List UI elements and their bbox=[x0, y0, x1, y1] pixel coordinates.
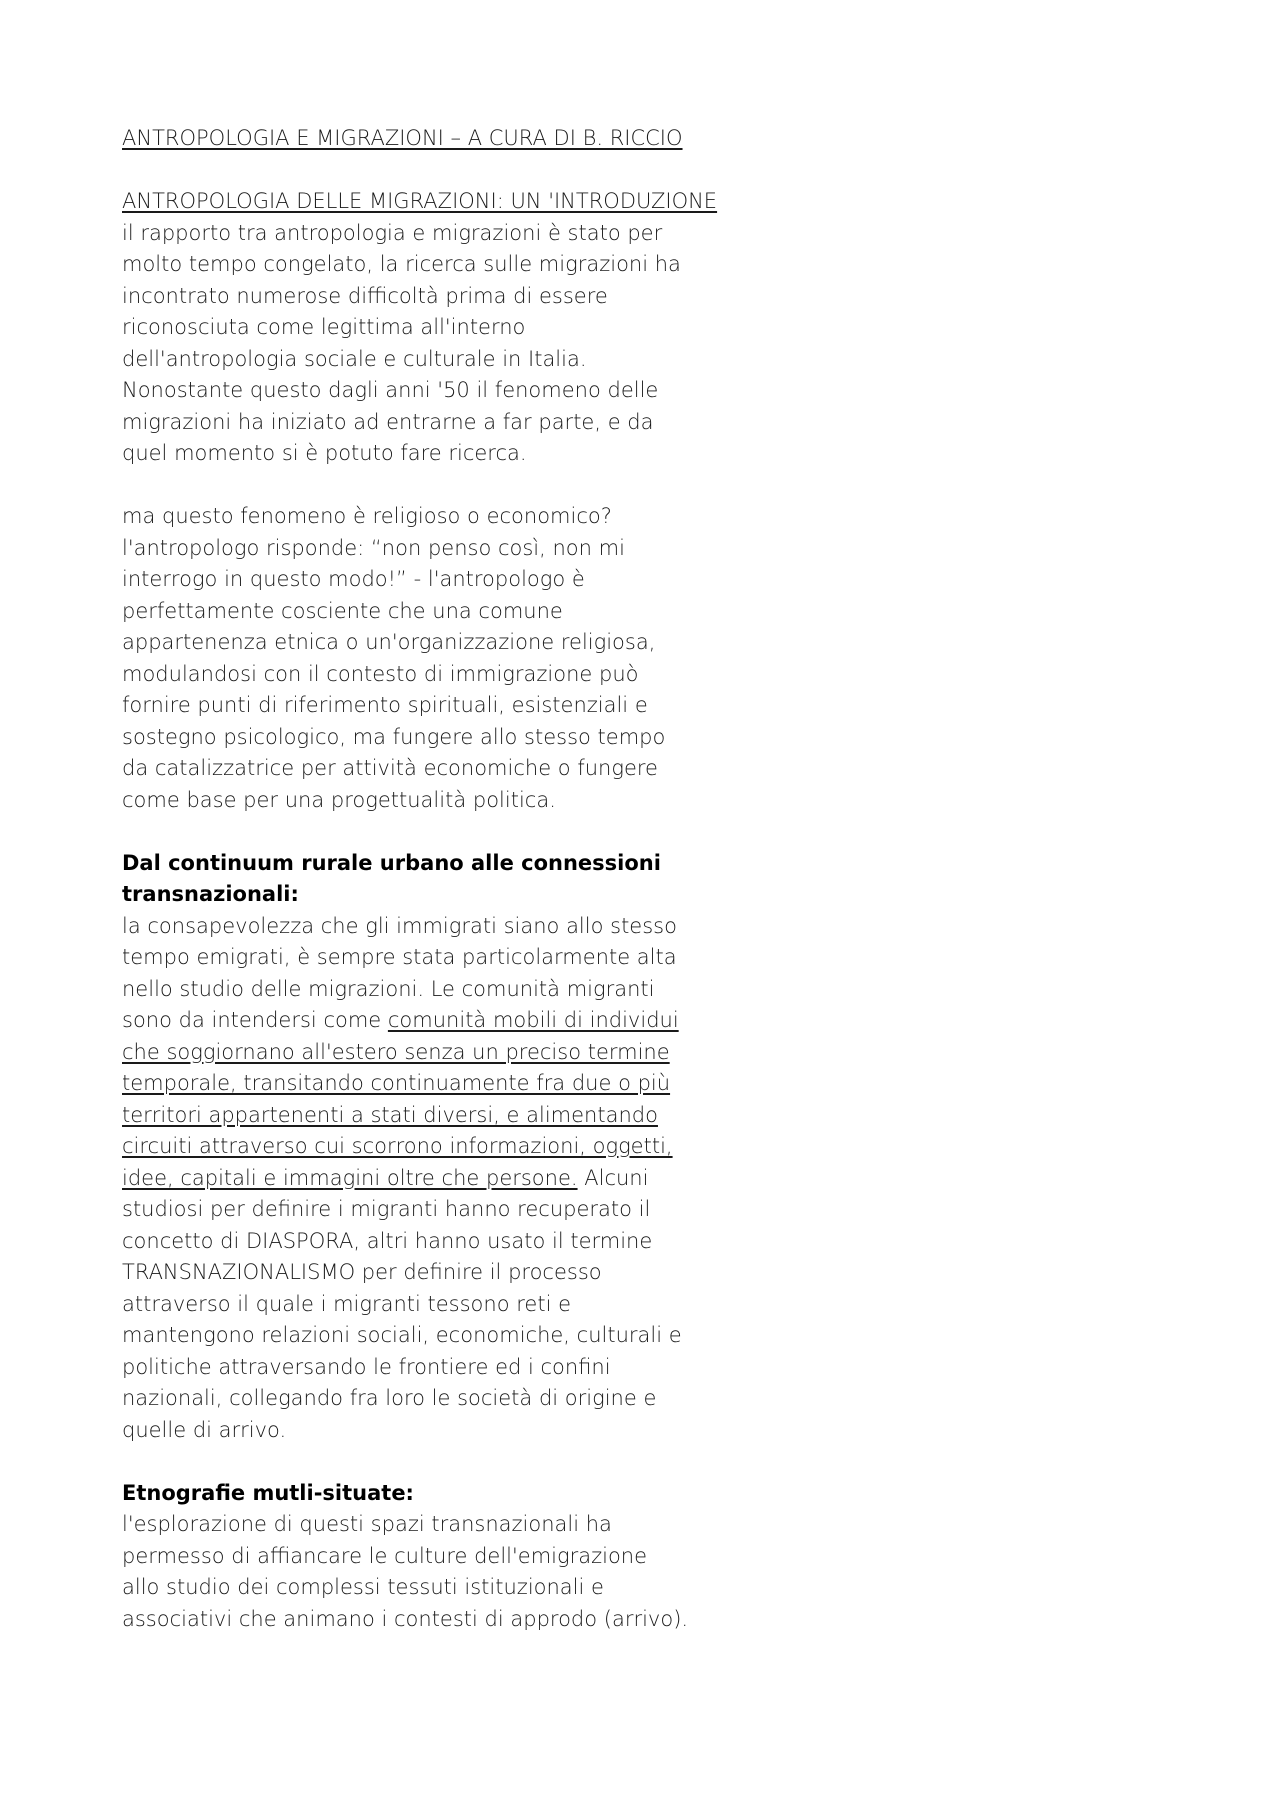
paragraph-intro bbox=[122, 218, 722, 470]
text-line: incontrato numerose difficoltà prima di essere bbox=[122, 283, 608, 308]
text-line: riconosciuta come legittima all'interno bbox=[122, 315, 526, 339]
underlined-text-segment: temporale, transitando continuamente fra due o più bbox=[122, 1071, 671, 1095]
underlined-text-segment: territori appartenenti a stati diversi, e alimentando bbox=[122, 1102, 658, 1127]
spacer bbox=[122, 470, 722, 502]
text-segment: Alcuni bbox=[577, 1165, 649, 1190]
text-segment: sono da intendersi come bbox=[122, 1008, 388, 1032]
document-title: ANTROPOLOGIA E MIGRAZIONI – A CURA DI B. RICCIO bbox=[122, 126, 683, 150]
text-line bbox=[122, 1194, 722, 1226]
text-line: l'esplorazione di questi spazi transnazionali ha bbox=[122, 1512, 612, 1536]
text-line bbox=[122, 1415, 722, 1447]
text-line bbox=[122, 1131, 722, 1163]
text-line: perfettamente cosciente che una comune bbox=[122, 598, 563, 623]
text-line: permesso di affiancare le culture dell'emigrazione bbox=[122, 1543, 648, 1568]
text-segment: politiche attraversando le frontiere ed i confini bbox=[122, 1354, 611, 1379]
text-line: quel momento si è potuto fare ricerca. bbox=[122, 441, 527, 465]
text-segment: studiosi per definire i migranti hanno recuperato il bbox=[122, 1197, 651, 1221]
text-line: interrogo in questo modo!” - l'antropologo è bbox=[122, 567, 585, 591]
spacer bbox=[122, 1446, 722, 1478]
text-line bbox=[122, 1320, 722, 1352]
text-line: l'antropologo risponde: “non penso così, non mi bbox=[122, 535, 625, 560]
text-line bbox=[122, 1037, 722, 1069]
underlined-text-segment: comunità mobili di individui bbox=[387, 1008, 679, 1032]
text-line: appartenenza etnica o un'organizzazione religiosa, bbox=[122, 630, 656, 654]
text-line bbox=[122, 911, 722, 943]
text-line: fornire punti di riferimento spirituali, esistenziali e bbox=[122, 693, 648, 717]
text-segment: TRANSNAZIONALISMO per definire il processo bbox=[122, 1260, 602, 1284]
text-line bbox=[122, 1100, 722, 1132]
text-line: modulandosi con il contesto di immigrazione può bbox=[122, 661, 639, 686]
text-line bbox=[122, 1163, 722, 1195]
text-line: dell'antropologia sociale e culturale in Italia. bbox=[122, 346, 587, 371]
paragraph-transnazionalismo bbox=[122, 911, 722, 1447]
text-line bbox=[122, 1352, 722, 1384]
text-line bbox=[122, 1257, 722, 1289]
section-heading-continuum-line1: Dal continuum rurale urbano alle connessioni bbox=[122, 850, 661, 875]
text-segment: attraverso il quale i migranti tessono reti e bbox=[122, 1291, 571, 1316]
text-segment: quelle di arrivo. bbox=[122, 1417, 287, 1442]
text-line: sostegno psicologico, ma fungere allo stesso tempo bbox=[122, 724, 666, 749]
spacer bbox=[122, 155, 722, 187]
text-segment: mantengono relazioni sociali, economiche, culturali e bbox=[122, 1323, 682, 1347]
text-line bbox=[122, 1289, 722, 1321]
text-line: come base per una progettualità politica. bbox=[122, 787, 556, 812]
text-line: migrazioni ha iniziato ad entrarne a far parte, e da bbox=[122, 409, 654, 434]
section-heading-etnografie: Etnografie mutli-situate: bbox=[122, 1480, 414, 1505]
paragraph-antropologo bbox=[122, 501, 722, 816]
text-segment: tempo emigrati, è sempre stata particolarmente alta bbox=[122, 945, 677, 969]
text-segment: nello studio delle migrazioni. Le comunità migranti bbox=[122, 976, 655, 1001]
text-line: da catalizzatrice per attività economiche o fungere bbox=[122, 756, 658, 780]
underlined-text-segment: che soggiornano all'estero senza un preciso termine bbox=[122, 1039, 670, 1064]
text-line bbox=[122, 1226, 722, 1258]
text-line: ma questo fenomeno è religioso o economico? bbox=[122, 504, 612, 528]
text-line: Nonostante questo dagli anni '50 il fenomeno delle bbox=[122, 378, 659, 402]
text-line: molto tempo congelato, la ricerca sulle migrazioni ha bbox=[122, 252, 681, 276]
underlined-text-segment: circuiti attraverso cui scorrono informazioni, oggetti, bbox=[122, 1134, 673, 1158]
text-segment: la consapevolezza che gli immigrati siano allo stesso bbox=[122, 913, 677, 938]
text-segment: nazionali, collegando fra loro le società di origine e bbox=[122, 1386, 657, 1410]
text-line: associativi che animano i contesti di approdo (arrivo). bbox=[122, 1606, 689, 1631]
text-line bbox=[122, 1068, 722, 1100]
text-line: allo studio dei complessi tessuti istituzionali e bbox=[122, 1575, 604, 1599]
spacer bbox=[122, 816, 722, 848]
text-line bbox=[122, 1383, 722, 1415]
text-line bbox=[122, 974, 722, 1006]
section-heading-introduzione: ANTROPOLOGIA DELLE MIGRAZIONI: UN 'INTRODUZIONE bbox=[122, 189, 718, 213]
text-line bbox=[122, 1005, 722, 1037]
text-segment: concetto di DIASPORA, altri hanno usato il termine bbox=[122, 1228, 653, 1253]
text-line: il rapporto tra antropologia e migrazioni è stato per bbox=[122, 220, 663, 245]
section-heading-continuum-line2: transnazionali: bbox=[122, 882, 299, 906]
text-line bbox=[122, 942, 722, 974]
paragraph-etnografie bbox=[122, 1509, 722, 1635]
document-page bbox=[122, 123, 722, 1635]
underlined-text-segment: idee, capitali e immagini oltre che persone. bbox=[122, 1165, 578, 1190]
